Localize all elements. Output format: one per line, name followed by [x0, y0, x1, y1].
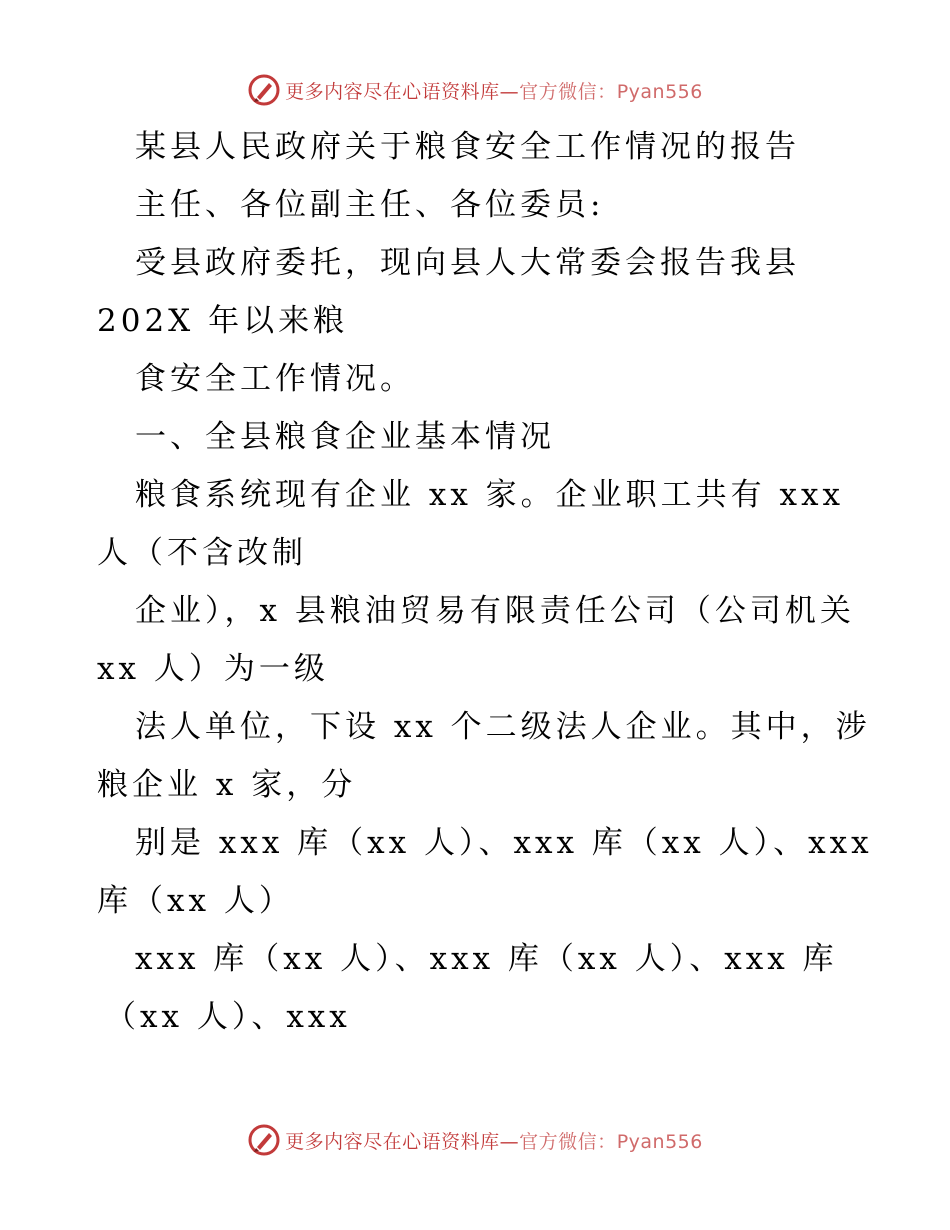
watermark-text: 更多内容尽在心语资料库—: [285, 80, 520, 103]
doc-line: （xx 人）、xxx: [105, 999, 351, 1035]
doc-line: 企业），x 县粮油贸易有限责任公司（公司机关: [135, 593, 855, 629]
doc-line: 人（不含改制: [97, 535, 307, 571]
header-watermark: [0, 70, 950, 110]
pen-logo-icon: [247, 73, 281, 107]
doc-line: 粮企业 x 家，分: [97, 767, 357, 803]
doc-line: 食安全工作情况。: [135, 361, 415, 397]
watermark-wechat-id: Pyan556: [616, 1130, 703, 1153]
doc-line: 主任、各位副主任、各位委员:: [135, 187, 605, 223]
doc-line: 粮食系统现有企业 xx 家。企业职工共有 xxx: [135, 477, 844, 513]
doc-heading: 一、全县粮食企业基本情况: [135, 419, 555, 455]
doc-line: 库（xx 人）: [97, 883, 294, 919]
doc-line: 别是 xxx 库（xx 人）、xxx 库（xx 人）、xxx: [135, 825, 873, 861]
doc-line: xx 人）为一级: [97, 651, 329, 687]
doc-title: 某县人民政府关于粮食安全工作情况的报告: [135, 129, 800, 165]
doc-line: 法人单位，下设 xx 个二级法人企业。其中，涉: [135, 709, 871, 745]
doc-line: 受县政府委托，现向县人大常委会报告我县: [135, 245, 800, 281]
footer-watermark: [0, 1120, 950, 1160]
doc-line: xxx 库（xx 人）、xxx 库（xx 人）、xxx 库: [135, 941, 838, 977]
watermark-text: 更多内容尽在心语资料库—: [285, 1130, 520, 1153]
pen-logo-icon: [247, 1123, 281, 1157]
watermark-wechat-id: Pyan556: [616, 80, 703, 103]
watermark-wechat-label: 官方微信：: [519, 80, 617, 103]
watermark-wechat-label: 官方微信：: [519, 1130, 617, 1153]
doc-line: 202X 年以来粮: [97, 303, 349, 339]
